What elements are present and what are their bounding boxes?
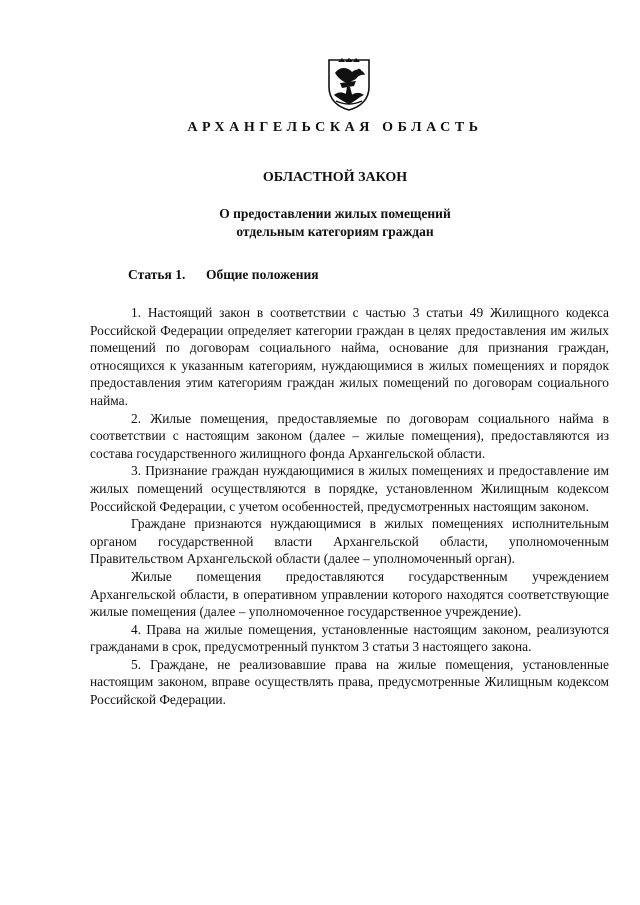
article-heading bbox=[128, 267, 319, 283]
paragraph: 1. Настоящий закон в соответствии с частью 3 статьи 49 Жилищного кодекса Российской Федерации определяет категории граждан в целях предоставления им жилых помещений по договорам социального найма, основание для признания граждан, относящихся к указанным категориям, нуждающимися в жилых помещениях и порядок предоставления этим категориям граждан жилых помещений по договорам социального найма. bbox=[90, 305, 609, 408]
law-title-line: отдельным категориям граждан bbox=[236, 224, 434, 239]
paragraph: 5. Граждане, не реализовавшие права на жилые помещения, установленные настоящим законом, вправе осуществлять права, предусмотренные Жилищным кодексом Российской Федерации. bbox=[90, 656, 609, 708]
paragraph: 2. Жилые помещения, предоставляемые по договорам социального найма в соответствии с настоящим законом (далее – жилые помещения), предоставляются из состава государственного жилищного фонда Архангельской области. bbox=[90, 410, 609, 461]
paragraph: 4. Права на жилые помещения, установленные настоящим законом, реализуются гражданами в срок, предусмотренный пунктом 3 статьи 3 настоящего закона. bbox=[90, 621, 609, 655]
article-title: Общие положения bbox=[206, 267, 319, 282]
article-number: Статья 1. bbox=[128, 267, 186, 282]
paragraph: 3. Признание граждан нуждающимися в жилых помещениях и предоставление им жилых помещений осуществляются в порядке, установленном Жилищным кодексом Российской Федерации, с учетом особенностей, предусмотренных настоящим законом. bbox=[90, 463, 609, 514]
law-title bbox=[0, 205, 640, 241]
law-type: ОБЛАСТНОЙ ЗАКОН bbox=[262, 170, 408, 185]
arkhangelsk-coat-of-arms-icon bbox=[326, 57, 372, 111]
paragraph: Граждане признаются нуждающимися в жилых помещениях исполнительным органом государственной власти Архангельской области, уполномоченным Правительством Архангельской области (далее – уполномоченный орган). bbox=[90, 516, 609, 567]
article-body bbox=[90, 304, 609, 709]
paragraph: Жилые помещения предоставляются государственным учреждением Архангельской области, в оперативном управлении которого находятся соответствующие жилые помещения (далее – уполномоченное государственное учреждение). bbox=[90, 568, 609, 620]
region-name: АРХАНГЕЛЬСКАЯ ОБЛАСТЬ bbox=[187, 120, 483, 135]
law-title-line: О предоставлении жилых помещений bbox=[219, 206, 451, 221]
